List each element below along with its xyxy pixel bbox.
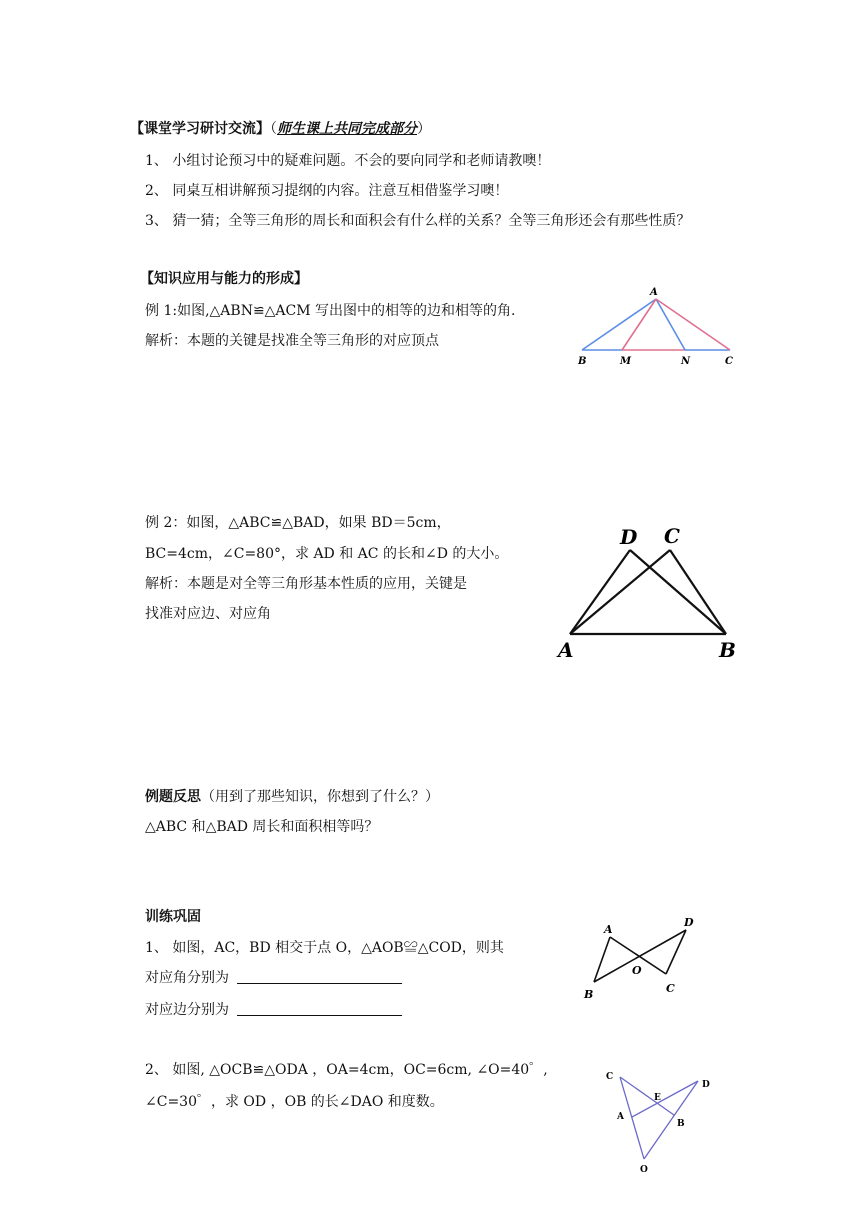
fig4-label-o: O xyxy=(640,1165,648,1175)
section1-title: 【课堂学习研讨交流】 xyxy=(130,121,270,137)
fig4-segment-ad xyxy=(632,1081,698,1117)
example2-line1: 例 2：如图，△ABC≌△BAD，如果 BD＝5cm， xyxy=(145,515,451,531)
reflection-question: △ABC 和△BAD 周长和面积相等吗？ xyxy=(145,819,379,835)
section1-item-3: 3、 猜一猜；全等三角形的周长和面积会有什么样的关系？全等三角形还会有那些性质？ xyxy=(145,213,691,229)
section1-item-1: 1、 小组讨论预习中的疑难问题。不会的要向同学和老师请教噢！ xyxy=(145,153,551,169)
example2-line3: 解析：本题是对全等三角形基本性质的应用，关键是 xyxy=(145,576,467,592)
fig4-label-d: D xyxy=(702,1080,710,1090)
q1-figure xyxy=(580,912,700,1007)
q1-sides-label: 对应边分别为 xyxy=(145,1002,229,1018)
fig2-label-b: B xyxy=(719,638,736,662)
example2-line4: 找准对应边、对应角 xyxy=(145,606,271,622)
fig1-label-n: N xyxy=(681,356,691,367)
section1-note-close: ） xyxy=(417,121,431,137)
fig4-label-c: C xyxy=(606,1072,614,1082)
q1-sides-answer-blank[interactable] xyxy=(237,1001,402,1016)
fig1-label-b: B xyxy=(578,356,587,367)
practice-q1-line1: 1、 如图，AC，BD 相交于点 O，△AOB≌△COD，则其 xyxy=(145,940,504,956)
reflection-heading xyxy=(145,787,439,807)
fig4-label-e: E xyxy=(654,1093,661,1103)
fig3-label-a: A xyxy=(604,923,613,936)
fig4-label-a: A xyxy=(617,1112,624,1122)
fig3-label-c: C xyxy=(666,982,675,995)
practice-q1-line2 xyxy=(145,968,402,988)
example2-figure xyxy=(550,520,750,665)
fig3-segment-ab xyxy=(594,937,610,982)
example1-line1: 例 1:如图,△ABN≌△ACM 写出图中的相等的边和相等的角. xyxy=(145,303,516,319)
practice-title: 训练巩固 xyxy=(145,909,201,925)
section1-note: 师生课上共同完成部分 xyxy=(277,121,417,137)
fig2-label-c: C xyxy=(664,524,680,548)
fig1-label-m: M xyxy=(620,356,632,367)
fig1-label-c: C xyxy=(725,356,733,367)
example1-figure xyxy=(560,275,760,370)
practice-q1-line3 xyxy=(145,1000,402,1020)
fig4-label-b: B xyxy=(677,1119,685,1129)
fig4-segment-od xyxy=(644,1081,698,1159)
fig1-label-a: A xyxy=(650,287,658,298)
fig1-segment-ac xyxy=(656,299,730,350)
example1-line2: 解析：本题的关键是找准全等三角形的对应顶点 xyxy=(145,333,439,349)
practice-q2-line1: 2、 如图, △OCB≌△ODA ，OA=4cm，OC=6cm, ∠O=40゜, xyxy=(145,1062,548,1078)
fig3-label-d: D xyxy=(684,916,694,929)
example2-line2: BC=4cm，∠C=80°，求 AD 和 AC 的长和∠D 的大小。 xyxy=(145,546,509,562)
section2-title: 【知识应用与能力的形成】 xyxy=(140,271,308,287)
fig1-segment-an xyxy=(656,299,685,350)
practice-q2-line2: ∠C=30゜，求 OD ，OB 的长∠DAO 和度数。 xyxy=(145,1094,444,1110)
q1-angles-label: 对应角分别为 xyxy=(145,970,229,986)
reflection-title: 例题反思 xyxy=(145,789,201,805)
fig3-segment-cd xyxy=(666,930,686,974)
fig3-label-o: O xyxy=(632,964,642,977)
fig1-segment-am xyxy=(622,299,656,350)
fig1-segment-ab xyxy=(582,299,656,350)
fig3-label-b: B xyxy=(584,988,594,1001)
section1-heading xyxy=(130,119,431,139)
section1-item-2: 2、 同桌互相讲解预习提纲的内容。注意互相借鉴学习噢！ xyxy=(145,183,509,199)
section1-note-open: （ xyxy=(270,121,277,137)
reflection-note: （用到了那些知识，你想到了什么？） xyxy=(201,789,439,805)
fig2-label-d: D xyxy=(620,525,638,549)
q1-angles-answer-blank[interactable] xyxy=(237,969,402,984)
q2-figure xyxy=(600,1065,720,1180)
fig2-label-a: A xyxy=(558,638,574,662)
